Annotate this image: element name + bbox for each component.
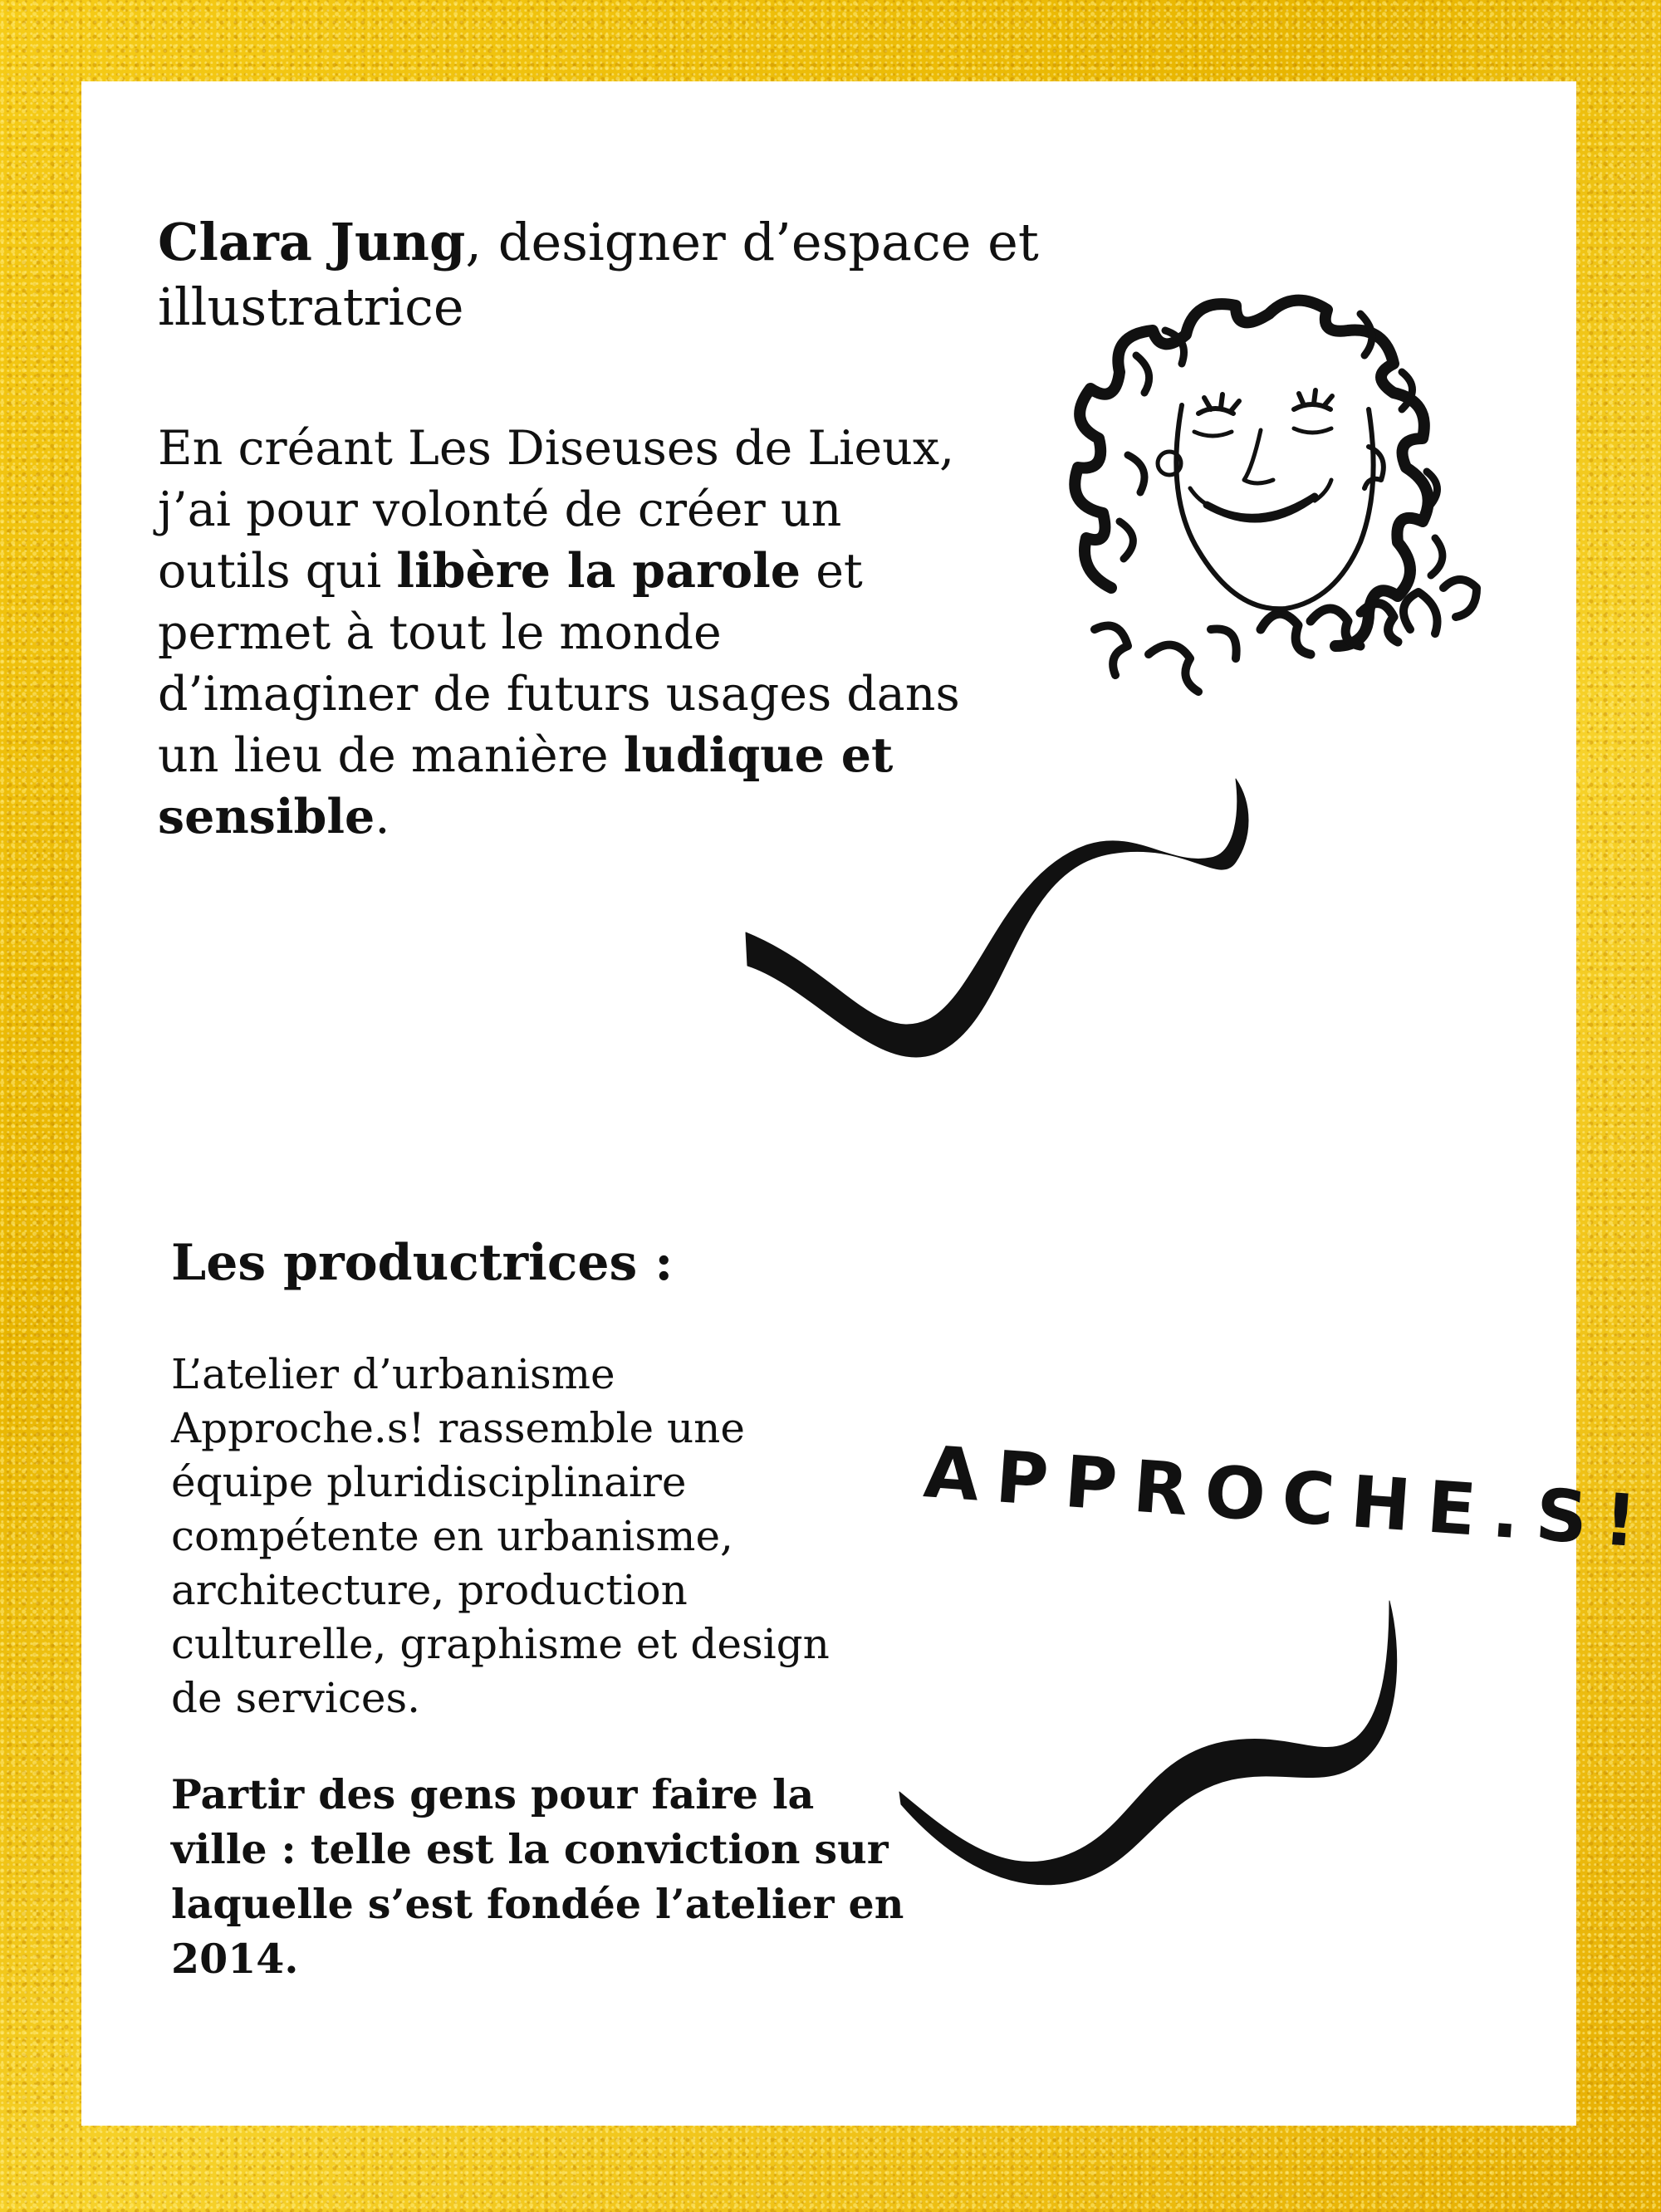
- page-heading: [158, 210, 1055, 340]
- intro-emphasis-2: ludique et sensible: [158, 727, 894, 844]
- intro-emphasis-1: libère la parole: [396, 543, 801, 599]
- studio-motto: Partir des gens pour faire la ville : telle est la conviction sur laquelle s’est fondée l’atelier en 2014.: [171, 1770, 904, 1983]
- studio-description: L’atelier d’urbanisme Approche.s! rassemble une équipe pluridisciplinaire compétente en urbanisme, architecture, production culturelle, graphisme et design de services.: [171, 1350, 830, 1722]
- intro-text-3: .: [375, 790, 390, 844]
- intro-text-2: et permet à tout le monde d’imaginer de futurs usages dans un lieu de manière: [158, 544, 960, 783]
- intro-text-1: En créant Les Diseuses de Lieux, j’ai pour volonté de créer un outils qui: [158, 421, 955, 599]
- ribbon-wave-icon: [891, 1601, 1456, 1883]
- ribbon-wave-icon: [737, 779, 1369, 1128]
- author-name: Clara Jung: [158, 212, 466, 272]
- section-title: Les productrices :: [171, 1234, 674, 1292]
- content-card: [81, 81, 1656, 2126]
- portrait-illustration-icon: [1012, 239, 1510, 704]
- author-role: , designer d’espace et illustratrice: [158, 212, 1039, 337]
- approches-lettering: APPROCHE.S!: [921, 1431, 1656, 1565]
